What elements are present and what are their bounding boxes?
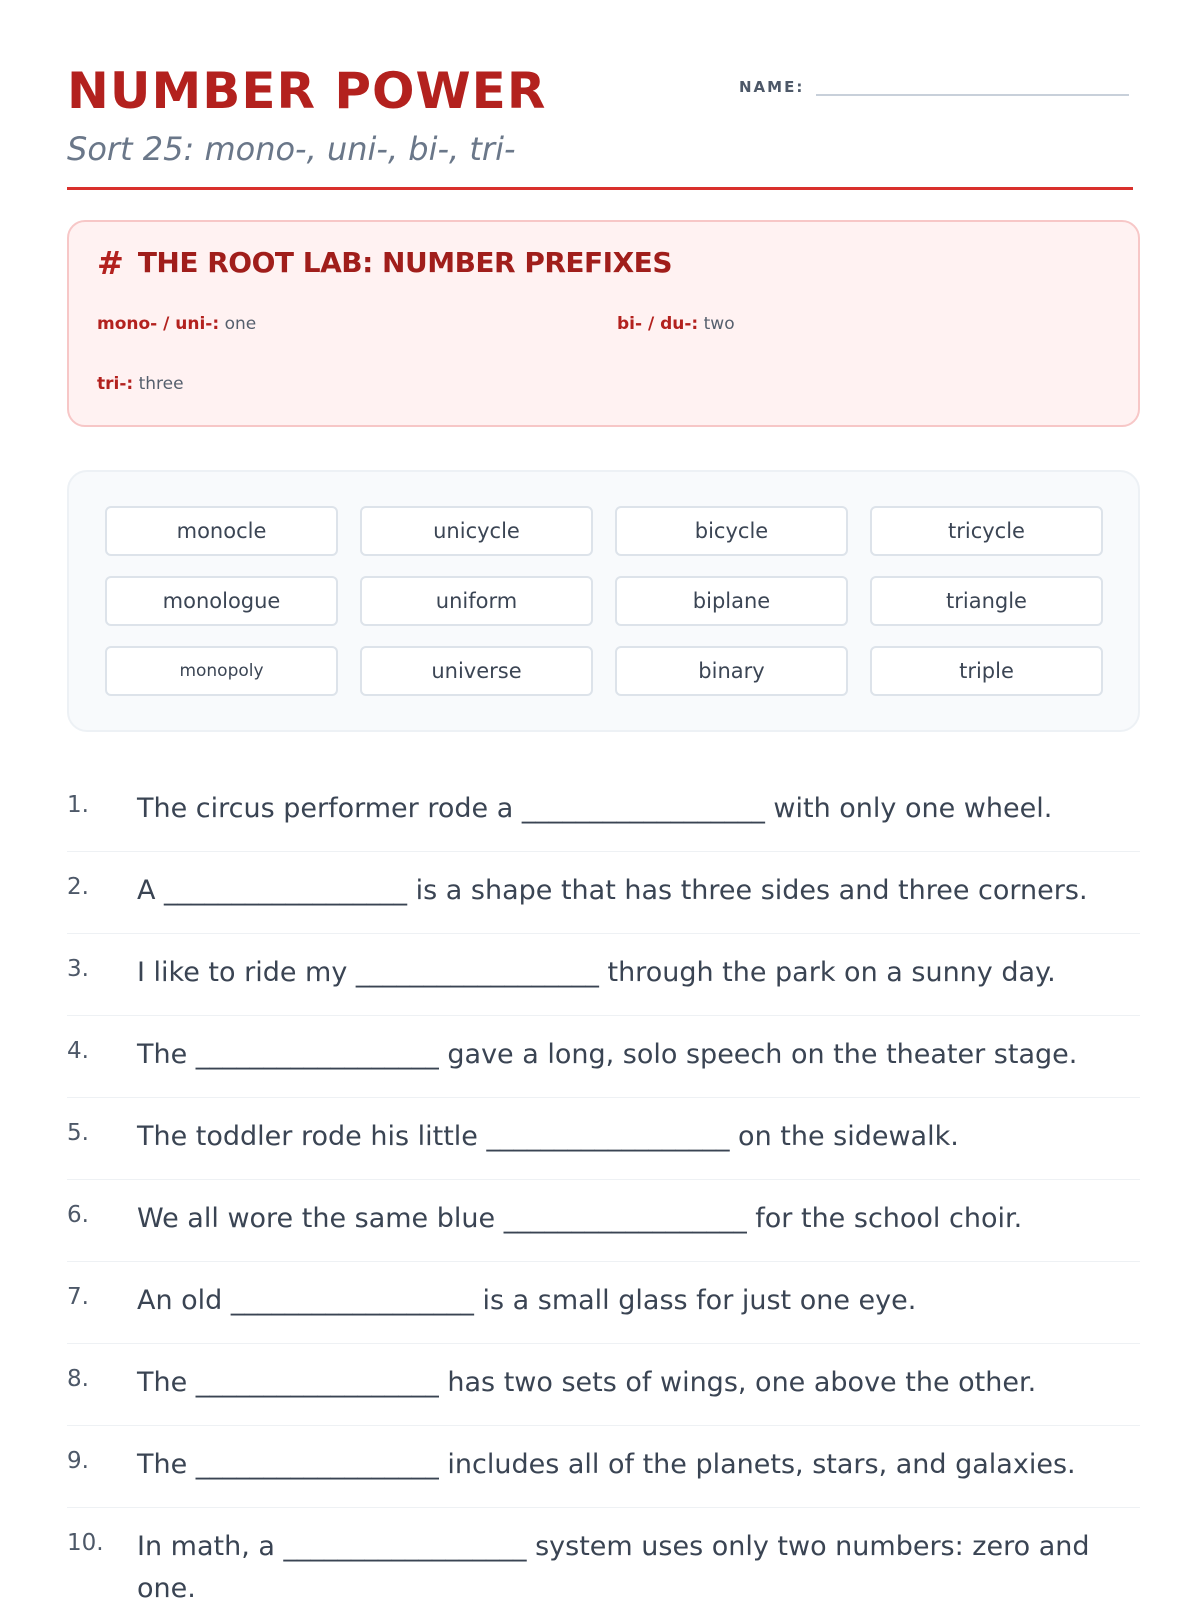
word-chip[interactable]: tricycle (870, 506, 1103, 556)
question-text[interactable]: We all wore the same blue __________________ for the school choir. (137, 1203, 1023, 1234)
question-item (67, 1262, 1140, 1344)
name-label: NAME: (739, 78, 805, 96)
prefix-bi-du (617, 314, 735, 334)
word-chip[interactable]: triple (870, 646, 1103, 696)
page-title: NUMBER POWER (67, 62, 547, 120)
question-item (67, 852, 1140, 934)
word-bank (67, 470, 1140, 732)
prefix-key: mono- / uni-: (97, 314, 220, 334)
question-number: 7. (67, 1284, 89, 1310)
word-chip[interactable]: bicycle (615, 506, 848, 556)
question-text[interactable]: The circus performer rode a __________________ with only one wheel. (137, 793, 1053, 824)
question-number: 9. (67, 1448, 89, 1474)
question-item (67, 1344, 1140, 1426)
root-lab-box (67, 220, 1140, 427)
word-chip[interactable]: monopoly (105, 646, 338, 696)
question-item (67, 1016, 1140, 1098)
question-text[interactable]: A __________________ is a shape that has three sides and three corners. (137, 875, 1088, 906)
prefix-meaning: two (703, 314, 735, 334)
word-chip[interactable]: monologue (105, 576, 338, 626)
prefix-meaning: one (224, 314, 257, 334)
question-item (67, 1180, 1140, 1262)
root-lab-heading (97, 243, 1110, 282)
question-number: 1. (67, 792, 89, 818)
prefix-mono-uni (97, 314, 256, 334)
word-chip[interactable]: universe (360, 646, 593, 696)
question-text[interactable]: The __________________ gave a long, solo speech on the theater stage. (137, 1039, 1078, 1070)
worksheet-header (67, 0, 1133, 190)
question-text[interactable]: The __________________ has two sets of wings, one above the other. (137, 1367, 1037, 1398)
question-text[interactable]: The toddler rode his little __________________ on the sidewalk. (137, 1121, 959, 1152)
word-chip[interactable]: triangle (870, 576, 1103, 626)
question-item (67, 770, 1140, 852)
question-number: 10. (67, 1530, 104, 1556)
word-chip[interactable]: biplane (615, 576, 848, 626)
question-item (67, 1508, 1140, 1604)
prefix-tri (97, 374, 184, 394)
prefix-meaning: three (138, 374, 184, 394)
page-subtitle: Sort 25: mono-, uni-, bi-, tri- (67, 130, 516, 168)
name-input-line[interactable] (816, 72, 1129, 96)
prefix-key: tri-: (97, 374, 134, 394)
question-number: 5. (67, 1120, 89, 1146)
question-number: 3. (67, 956, 89, 982)
word-chip[interactable]: unicycle (360, 506, 593, 556)
question-item (67, 1426, 1140, 1508)
question-number: 4. (67, 1038, 89, 1064)
word-chip[interactable]: binary (615, 646, 848, 696)
word-chip[interactable]: uniform (360, 576, 593, 626)
question-text[interactable]: I like to ride my __________________ through the park on a sunny day. (137, 957, 1056, 988)
question-item (67, 1098, 1140, 1180)
question-text[interactable]: The __________________ includes all of the planets, stars, and galaxies. (137, 1449, 1076, 1480)
hash-icon: # (97, 243, 124, 282)
root-lab-title: THE ROOT LAB: NUMBER PREFIXES (137, 246, 672, 279)
question-text[interactable]: An old __________________ is a small glass for just one eye. (137, 1285, 917, 1316)
prefix-key: bi- / du-: (617, 314, 699, 334)
question-number: 2. (67, 874, 89, 900)
question-list (67, 770, 1140, 1604)
question-item (67, 934, 1140, 1016)
question-number: 8. (67, 1366, 89, 1392)
word-chip[interactable]: monocle (105, 506, 338, 556)
question-text[interactable]: In math, a __________________ system uses only two numbers: zero and one. (137, 1531, 1090, 1604)
name-field (739, 72, 1129, 96)
question-number: 6. (67, 1202, 89, 1228)
